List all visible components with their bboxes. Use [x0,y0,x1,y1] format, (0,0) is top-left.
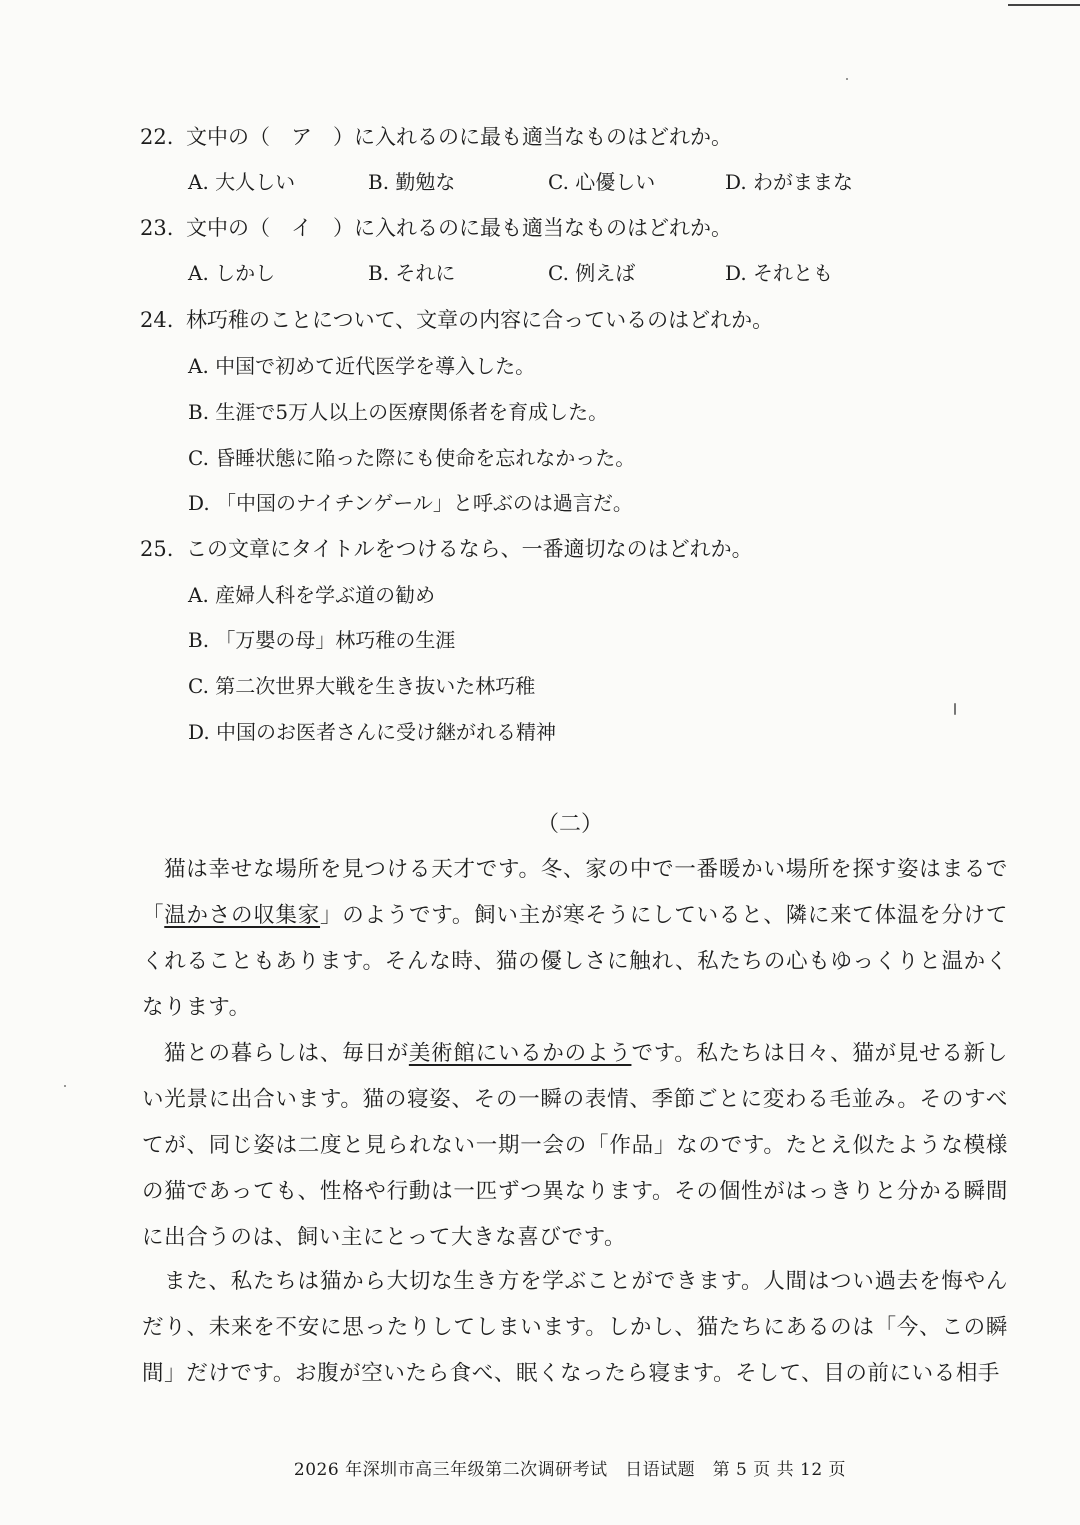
section-title: （二） [536,812,603,837]
passage-text: また、私たちは猫から大切な生き方を学ぶことができます。人間はつい過去を悔やんだり、未来を不安に思ったりしてしまいます。しかし、猫たちにあるのは「今、この瞬間」だけです。お腹が空いたら食べ、眠くなったら寝ます。そして、目の前にいる相手 [142,1269,1008,1386]
page-footer: 2026 年深圳市高三年级第二次调研考试 日语试题 第 5 页 共 12 页 [293,1460,847,1480]
passage-text: です。私たちは日々、猫が見せる新しい光景に出合います。猫の寝姿、その一瞬の表情、季節ごとに変わる毛並み。そのすべてが、同じ姿は二度と見られない一期一会の「作品」なのです。たとえ似たような模様の猫であっても、性格や行動は一匹ずつ異なります。その個性がはっきりと分かる瞬間に出合うのは、飼い主にとって大きな喜びです。 [142,1041,1008,1250]
option-b[interactable]: B. それに [368,261,456,285]
option-a[interactable]: A. 大人しい [188,170,296,194]
underlined-phrase-2: 美術館にいるかのよう [408,1041,632,1066]
passage-text: 」のようです。飼い主が寒そうにしていると、隣に来て体温を分けてくれることもあります。そんな時、猫の優しさに触れ、私たちの心もゆっくりと温かくなります。 [142,903,1009,1020]
scan-speck [64,1085,66,1087]
passage-paragraph-2 [142,1031,1008,1261]
question-24 [140,305,773,335]
question-number: 23. [140,216,174,240]
option-c[interactable]: C. 第二次世界大戦を生き抜いた林巧稚 [188,674,536,698]
question-prompt: 文中の（ ア ）に入れるのに最も適当なものはどれか。 [186,125,732,149]
passage-paragraph-1 [142,847,1008,1031]
question-25 [140,534,753,564]
option-b[interactable]: B. 「万嬰の母」林巧稚の生涯 [188,628,456,652]
option-b[interactable]: B. 勤勉な [368,170,456,194]
option-a[interactable]: A. 産婦人科を学ぶ道の勧め [188,583,436,607]
passage-text: 猫との暮らしは、毎日が [164,1041,409,1066]
question-prompt: 林巧稚のことについて、文章の内容に合っているのはどれか。 [186,308,774,332]
option-d[interactable]: D. それとも [725,261,834,285]
option-c[interactable]: C. 心優しい [548,170,656,194]
scan-speck [954,703,956,715]
question-prompt: 文中の（ イ ）に入れるのに最も適当なものはどれか。 [186,216,732,240]
question-number: 24. [140,308,174,332]
option-b[interactable]: B. 生涯で5万人以上の医療関係者を育成した。 [188,400,609,424]
passage-paragraph-3 [142,1259,1008,1397]
question-prompt: この文章にタイトルをつけるなら、一番適切なのはどれか。 [186,537,753,561]
question-23 [140,213,732,243]
scan-speck [846,78,848,80]
option-a[interactable]: A. 中国で初めて近代医学を導入した。 [188,354,536,378]
question-number: 22. [140,125,174,149]
underlined-phrase-1: 温かさの収集家 [164,903,321,928]
scan-corner-mark [1008,4,1080,6]
option-d[interactable]: D. 「中国のナイチンゲール」と呼ぶのは過言だ。 [188,491,633,515]
option-d[interactable]: D. 中国のお医者さんに受け継がれる精神 [188,720,557,744]
option-d[interactable]: D. わがままな [725,170,854,194]
option-a[interactable]: A. しかし [188,261,276,285]
question-22 [140,122,732,152]
option-c[interactable]: C. 例えば [548,261,636,285]
option-c[interactable]: C. 昏睡状態に陥った際にも使命を忘れなかった。 [188,446,636,470]
question-number: 25. [140,537,174,561]
passage-text: 猫は幸せな場所を見つける天才です。冬、家の中で一番暖かい場所を探す姿はまるで「 [142,857,1008,928]
